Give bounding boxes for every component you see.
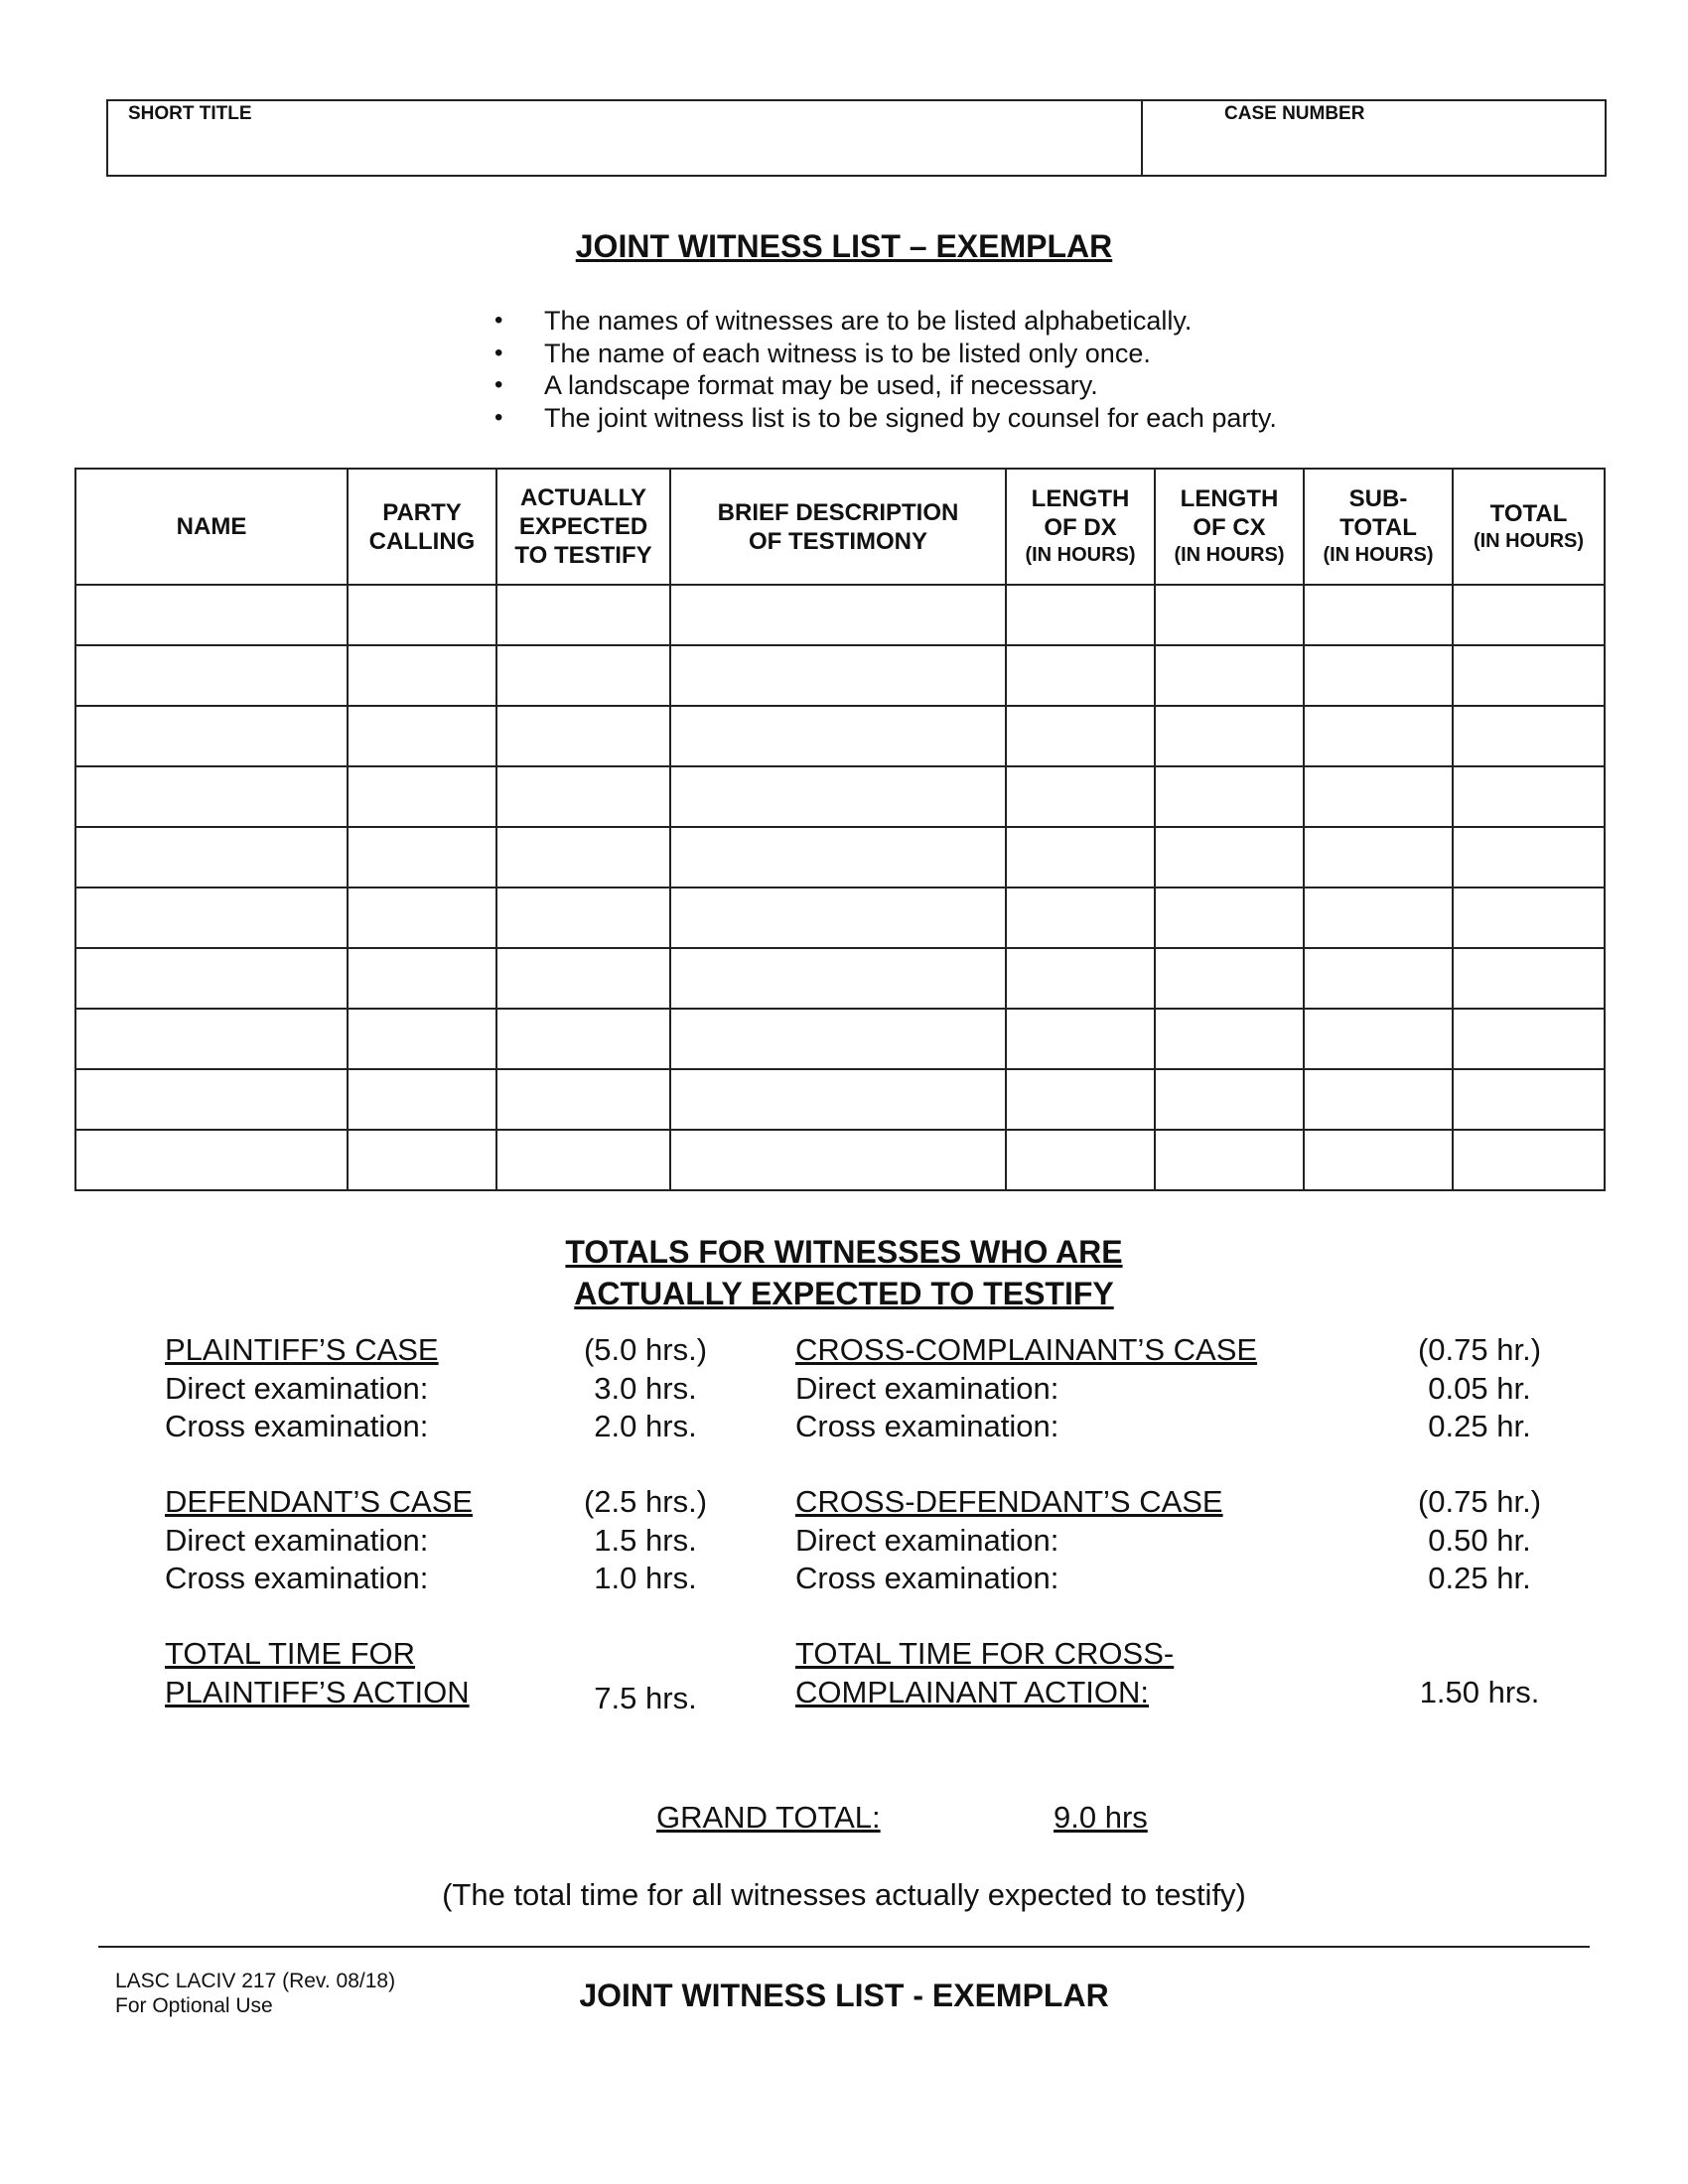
cell-subtotal[interactable] <box>1304 706 1453 766</box>
cell-dx[interactable] <box>1006 645 1155 706</box>
cell-total[interactable] <box>1453 887 1605 948</box>
plaintiff-case-total: (5.0 hrs.) <box>583 1332 708 1367</box>
defendant-case-total: (2.5 hrs.) <box>583 1484 708 1519</box>
cross-defendant-cross-label: Cross examination: <box>795 1561 1059 1595</box>
table-row <box>75 766 1605 827</box>
cell-cx[interactable] <box>1155 948 1304 1009</box>
totals-title-line: TOTALS FOR WITNESSES WHO ARE <box>565 1234 1123 1270</box>
cell-party-calling[interactable] <box>348 948 496 1009</box>
cross-complainant-case-total: (0.75 hr.) <box>1417 1332 1542 1367</box>
col-header-name: NAME <box>75 469 348 585</box>
cell-cx[interactable] <box>1155 1130 1304 1190</box>
cell-cx[interactable] <box>1155 1069 1304 1130</box>
plaintiff-direct-value: 3.0 hrs. <box>594 1370 697 1406</box>
cell-description[interactable] <box>670 1130 1006 1190</box>
cell-total[interactable] <box>1453 948 1605 1009</box>
cross-defendant-direct-value: 0.50 hr. <box>1428 1522 1531 1558</box>
cell-expected[interactable] <box>496 887 670 948</box>
cell-cx[interactable] <box>1155 585 1304 645</box>
instruction-item: • The names of witnesses are to be listed alphabetically. <box>489 305 1277 338</box>
instructions-list <box>489 305 1277 434</box>
cell-dx[interactable] <box>1006 1069 1155 1130</box>
cross-complainant-cross-label: Cross examination: <box>795 1409 1059 1443</box>
cell-description[interactable] <box>670 887 1006 948</box>
defendant-direct-value: 1.5 hrs. <box>594 1522 697 1558</box>
cell-total[interactable] <box>1453 645 1605 706</box>
instruction-item: • The name of each witness is to be listed only once. <box>489 338 1277 370</box>
cell-party-calling[interactable] <box>348 887 496 948</box>
cell-subtotal[interactable] <box>1304 645 1453 706</box>
table-row <box>75 887 1605 948</box>
cell-party-calling[interactable] <box>348 585 496 645</box>
plaintiff-action-value: 7.5 hrs. <box>594 1681 697 1715</box>
plaintiff-case-heading: PLAINTIFF’S CASE <box>165 1332 439 1367</box>
cross-complainant-action-line: TOTAL TIME FOR CROSS- <box>795 1636 1175 1671</box>
table-header-row <box>75 469 1605 585</box>
cell-dx[interactable] <box>1006 1130 1155 1190</box>
defendant-case-labels <box>165 1483 473 1598</box>
cell-total[interactable] <box>1453 827 1605 887</box>
cell-name[interactable] <box>75 1130 348 1190</box>
cell-description[interactable] <box>670 645 1006 706</box>
col-header-total: TOTAL (IN HOURS) <box>1453 469 1605 585</box>
cell-total[interactable] <box>1453 766 1605 827</box>
plaintiff-action-line: TOTAL TIME FOR <box>165 1636 416 1671</box>
footer-divider <box>98 1946 1590 1948</box>
defendant-case-values <box>556 1483 735 1598</box>
cell-name[interactable] <box>75 585 348 645</box>
cell-party-calling[interactable] <box>348 1069 496 1130</box>
cell-cx[interactable] <box>1155 1009 1304 1069</box>
cell-dx[interactable] <box>1006 887 1155 948</box>
witness-table-body <box>75 585 1605 1190</box>
cross-defendant-case-values <box>1380 1483 1579 1598</box>
cell-cx[interactable] <box>1155 827 1304 887</box>
col-header-description: BRIEF DESCRIPTION OF TESTIMONY <box>670 469 1006 585</box>
cell-expected[interactable] <box>496 766 670 827</box>
plaintiff-cross-label: Cross examination: <box>165 1409 429 1443</box>
cross-complainant-case-heading: CROSS-COMPLAINANT’S CASE <box>795 1332 1258 1367</box>
cross-complainant-direct-label: Direct examination: <box>795 1370 1059 1406</box>
cross-defendant-cross-value: 0.25 hr. <box>1428 1561 1531 1595</box>
table-row <box>75 1130 1605 1190</box>
cell-dx[interactable] <box>1006 585 1155 645</box>
cell-dx[interactable] <box>1006 706 1155 766</box>
document-title: JOINT WITNESS LIST – EXEMPLAR <box>575 228 1113 264</box>
col-header-expected: ACTUALLY EXPECTED TO TESTIFY <box>496 469 670 585</box>
table-row <box>75 827 1605 887</box>
cell-description[interactable] <box>670 948 1006 1009</box>
cell-expected[interactable] <box>496 585 670 645</box>
cell-total[interactable] <box>1453 1130 1605 1190</box>
cell-cx[interactable] <box>1155 706 1304 766</box>
cell-name[interactable] <box>75 1069 348 1130</box>
col-header-subtotal: SUB- TOTAL (IN HOURS) <box>1304 469 1453 585</box>
col-header-dx: LENGTH OF DX (IN HOURS) <box>1006 469 1155 585</box>
cell-dx[interactable] <box>1006 827 1155 887</box>
table-row <box>75 645 1605 706</box>
plaintiff-action-labels <box>165 1635 470 1711</box>
cross-defendant-direct-label: Direct examination: <box>795 1522 1059 1558</box>
cell-expected[interactable] <box>496 1130 670 1190</box>
cell-party-calling[interactable] <box>348 645 496 706</box>
footer-title: JOINT WITNESS LIST - EXEMPLAR <box>579 1978 1109 2013</box>
cell-subtotal[interactable] <box>1304 1069 1453 1130</box>
cell-subtotal[interactable] <box>1304 585 1453 645</box>
instruction-item: • The joint witness list is to be signed by counsel for each party. <box>489 402 1277 435</box>
grand-total-note: (The total time for all witnesses actually expected to testify) <box>442 1877 1246 1912</box>
cross-complainant-case-values <box>1380 1331 1579 1446</box>
plaintiff-direct-label: Direct examination: <box>165 1370 429 1406</box>
table-row <box>75 1009 1605 1069</box>
grand-total-label: GRAND TOTAL: <box>656 1800 881 1835</box>
cell-name[interactable] <box>75 706 348 766</box>
witness-table <box>74 468 1606 1191</box>
form-id: LASC LACIV 217 (Rev. 08/18) <box>115 1970 396 1992</box>
cell-dx[interactable] <box>1006 948 1155 1009</box>
cell-subtotal[interactable] <box>1304 766 1453 827</box>
case-number-field[interactable] <box>1143 101 1605 175</box>
table-row <box>75 948 1605 1009</box>
cell-subtotal[interactable] <box>1304 827 1453 887</box>
totals-title-line: ACTUALLY EXPECTED TO TESTIFY <box>574 1276 1114 1311</box>
col-header-party-calling: PARTY CALLING <box>348 469 496 585</box>
cell-total[interactable] <box>1453 585 1605 645</box>
cell-expected[interactable] <box>496 827 670 887</box>
cell-expected[interactable] <box>496 706 670 766</box>
cell-name[interactable] <box>75 766 348 827</box>
cell-name[interactable] <box>75 948 348 1009</box>
cross-defendant-case-heading: CROSS-DEFENDANT’S CASE <box>795 1484 1223 1519</box>
cell-total[interactable] <box>1453 1009 1605 1069</box>
cell-total[interactable] <box>1453 1069 1605 1130</box>
col-header-cx: LENGTH OF CX (IN HOURS) <box>1155 469 1304 585</box>
cell-expected[interactable] <box>496 1069 670 1130</box>
defendant-case-heading: DEFENDANT’S CASE <box>165 1484 474 1519</box>
plaintiff-case-labels <box>165 1331 439 1446</box>
cell-description[interactable] <box>670 766 1006 827</box>
cell-expected[interactable] <box>496 948 670 1009</box>
cell-expected[interactable] <box>496 1009 670 1069</box>
table-row <box>75 706 1605 766</box>
cell-description[interactable] <box>670 1009 1006 1069</box>
plaintiff-case-values <box>556 1331 735 1446</box>
cell-subtotal[interactable] <box>1304 1130 1453 1190</box>
totals-title <box>0 1231 1688 1314</box>
cell-party-calling[interactable] <box>348 1009 496 1069</box>
cell-description[interactable] <box>670 827 1006 887</box>
cell-cx[interactable] <box>1155 766 1304 827</box>
cell-description[interactable] <box>670 585 1006 645</box>
plaintiff-cross-value: 2.0 hrs. <box>594 1409 697 1443</box>
table-row <box>75 585 1605 645</box>
instruction-item: • A landscape format may be used, if necessary. <box>489 369 1277 402</box>
cell-name[interactable] <box>75 827 348 887</box>
cell-subtotal[interactable] <box>1304 1009 1453 1069</box>
cell-party-calling[interactable] <box>348 1130 496 1190</box>
table-row <box>75 1069 1605 1130</box>
cell-name[interactable] <box>75 887 348 948</box>
cell-total[interactable] <box>1453 706 1605 766</box>
cross-complainant-case-labels <box>795 1331 1257 1446</box>
cell-subtotal[interactable] <box>1304 887 1453 948</box>
cross-defendant-case-total: (0.75 hr.) <box>1417 1484 1542 1519</box>
cell-cx[interactable] <box>1155 645 1304 706</box>
cell-name[interactable] <box>75 1009 348 1069</box>
short-title-label: SHORT TITLE <box>128 103 252 124</box>
cell-expected[interactable] <box>496 645 670 706</box>
plaintiff-action-line: PLAINTIFF’S ACTION <box>165 1674 470 1709</box>
defendant-direct-label: Direct examination: <box>165 1522 429 1558</box>
form-usage: For Optional Use <box>115 1994 273 2017</box>
cross-complainant-action-labels <box>795 1635 1174 1711</box>
cross-complainant-action-line: COMPLAINANT ACTION: <box>795 1674 1149 1709</box>
defendant-cross-label: Cross examination: <box>165 1561 429 1595</box>
cross-complainant-cross-value: 0.25 hr. <box>1428 1409 1531 1443</box>
short-title-field[interactable] <box>108 101 1143 175</box>
cell-description[interactable] <box>670 706 1006 766</box>
cell-description[interactable] <box>670 1069 1006 1130</box>
cell-name[interactable] <box>75 645 348 706</box>
cell-dx[interactable] <box>1006 1009 1155 1069</box>
cell-dx[interactable] <box>1006 766 1155 827</box>
case-header-box <box>106 99 1607 177</box>
grand-total-value: 9.0 hrs <box>1054 1800 1148 1835</box>
cross-complainant-action-value: 1.50 hrs. <box>1419 1675 1540 1709</box>
cell-party-calling[interactable] <box>348 766 496 827</box>
case-number-label: CASE NUMBER <box>1224 103 1365 124</box>
cell-party-calling[interactable] <box>348 706 496 766</box>
cross-defendant-case-labels <box>795 1483 1223 1598</box>
cross-complainant-direct-value: 0.05 hr. <box>1428 1370 1531 1406</box>
defendant-cross-value: 1.0 hrs. <box>594 1561 697 1595</box>
cell-cx[interactable] <box>1155 887 1304 948</box>
cell-party-calling[interactable] <box>348 827 496 887</box>
cell-subtotal[interactable] <box>1304 948 1453 1009</box>
